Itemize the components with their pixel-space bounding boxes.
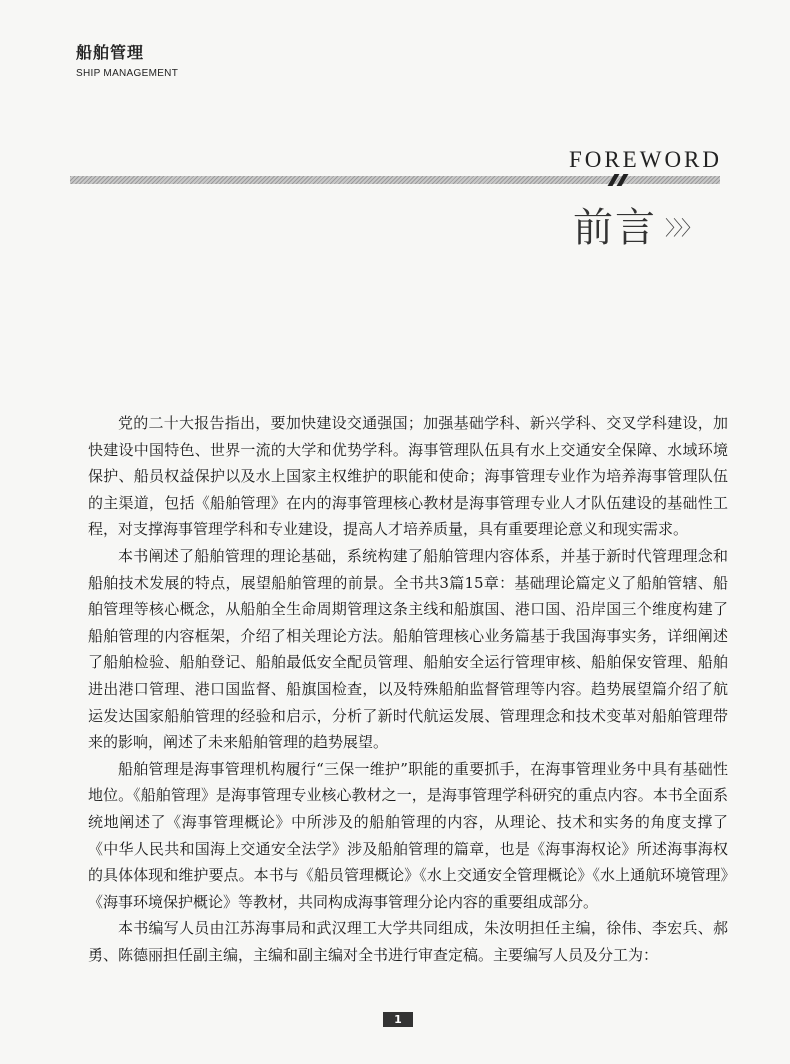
running-header-subtitle: SHIP MANAGEMENT bbox=[76, 68, 179, 79]
page-number: 1 bbox=[383, 1012, 413, 1027]
section-english-title: FOREWORD bbox=[568, 147, 722, 172]
paragraph: 党的二十大报告指出，要加快建设交通强国；加强基础学科、新兴学科、交叉学科建设，加快建设中国特色、世界一流的大学和优势学科。海事管理队伍具有水上交通安全保障、水域环境保护、船员权益保护以及水上国家主权维护的职能和使命；海事管理专业作为培养海事管理队伍的主渠道，包括《船舶管理》在内的海事管理核心教材是海事管理专业人才队伍建设的基础性工程，对支撑海事管理学科和专业建设，提高人才培养质量，具有重要理论意义和现实需求。 bbox=[88, 414, 728, 539]
running-header-title: 船舶管理 bbox=[76, 43, 145, 62]
paragraph: 本书编写人员由江苏海事局和武汉理工大学共同组成，朱汝明担任主编，徐伟、李宏兵、郝勇、陈德丽担任副主编，主编和副主编对全书进行审查定稿。主要编写人员及分工为： bbox=[88, 919, 728, 964]
paragraph: 船舶管理是海事管理机构履行“三保一维护”职能的重要抓手，在海事管理业务中具有基础性地位。《船舶管理》是海事管理专业核心教材之一，是海事管理学科研究的重点内容。本书全面系统地阐述了《海事管理概论》中所涉及的船舶管理的内容，从理论、技术和实务的角度支撑了《中华人民共和国海上交通安全法学》涉及船舶管理的篇章，也是《海事海权论》所述海事海权的具体体现和维护要点。本书与《船员管理概论》《水上交通安全管理概论》《水上通航环境管理》《海事环境保护概论》等教材，共同构成海事管理分论内容的重要组成部分。 bbox=[88, 759, 728, 911]
paragraph: 本书阐述了船舶管理的理论基础，系统构建了船舶管理内容体系，并基于新时代管理理念和船舶技术发展的特点，展望船舶管理的前景。全书共3篇15章：基础理论篇定义了船舶管辖、船舶管理等核心概念，从船舶全生命周期管理这条主线和船旗国、港口国、沿岸国三个维度构建了船舶管理的内容框架，介绍了相关理论方法。船舶管理核心业务篇基于我国海事实务，详细阐述了船舶检验、船舶登记、船舶最低安全配员管理、船舶安全运行管理审核、船舶保安管理、船舶进出港口管理、港口国监督、船旗国检查，以及特殊船舶监督管理等内容。趋势展望篇介绍了航运发达国家船舶管理的经验和启示，分析了新时代航运发展、管理理念和技术变革对船舶管理带来的影响，阐述了未来船舶管理的趋势展望。 bbox=[88, 546, 728, 752]
section-chinese-title: 前言 bbox=[573, 205, 657, 251]
chevrons-icon: 〉〉〉 bbox=[665, 216, 699, 240]
body-text bbox=[88, 410, 728, 968]
